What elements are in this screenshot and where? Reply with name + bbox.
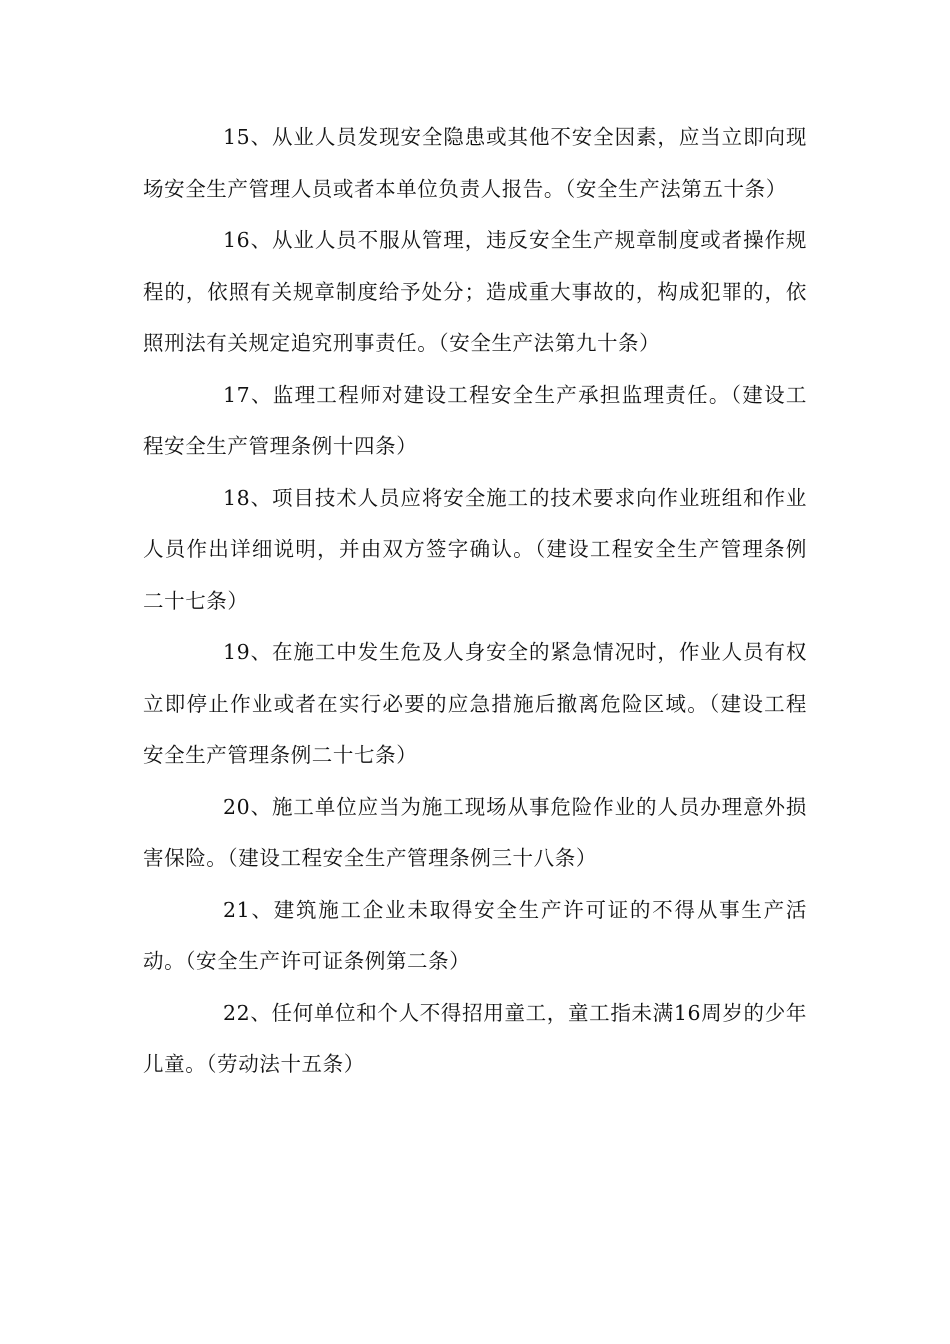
paragraph-16: 16、从业人员不服从管理，违反安全生产规章制度或者操作规程的，依照有关规章制度给予处分；造成重大事故的，构成犯罪的，依照刑法有关规定追究刑事责任。（安全生产法第九十条）: [143, 228, 807, 355]
paragraph-22: 22、任何单位和个人不得招用童工，童工指未满16周岁的少年儿童。（劳动法十五条）: [143, 1000, 807, 1076]
paragraph-18: 18、项目技术人员应将安全施工的技术要求向作业班组和作业人员作出详细说明，并由双方签字确认。（建设工程安全生产管理条例二十七条）: [143, 485, 807, 613]
paragraph-20: 20、施工单位应当为施工现场从事危险作业的人员办理意外损害保险。（建设工程安全生产管理条例三十八条）: [143, 794, 807, 870]
paragraph-21: 21、建筑施工企业未取得安全生产许可证的不得从事生产活动。（安全生产许可证条例第二条）: [143, 897, 807, 973]
document-body: [143, 112, 807, 1091]
paragraph-17: 17、监理工程师对建设工程安全生产承担监理责任。（建设工程安全生产管理条例十四条）: [143, 382, 807, 458]
paragraph-15: 15、从业人员发现安全隐患或其他不安全因素，应当立即向现场安全生产管理人员或者本单位负责人报告。（安全生产法第五十条）: [143, 125, 807, 201]
paragraph-19: 19、在施工中发生危及人身安全的紧急情况时，作业人员有权立即停止作业或者在实行必要的应急措施后撤离危险区域。（建设工程安全生产管理条例二十七条）: [143, 640, 807, 767]
